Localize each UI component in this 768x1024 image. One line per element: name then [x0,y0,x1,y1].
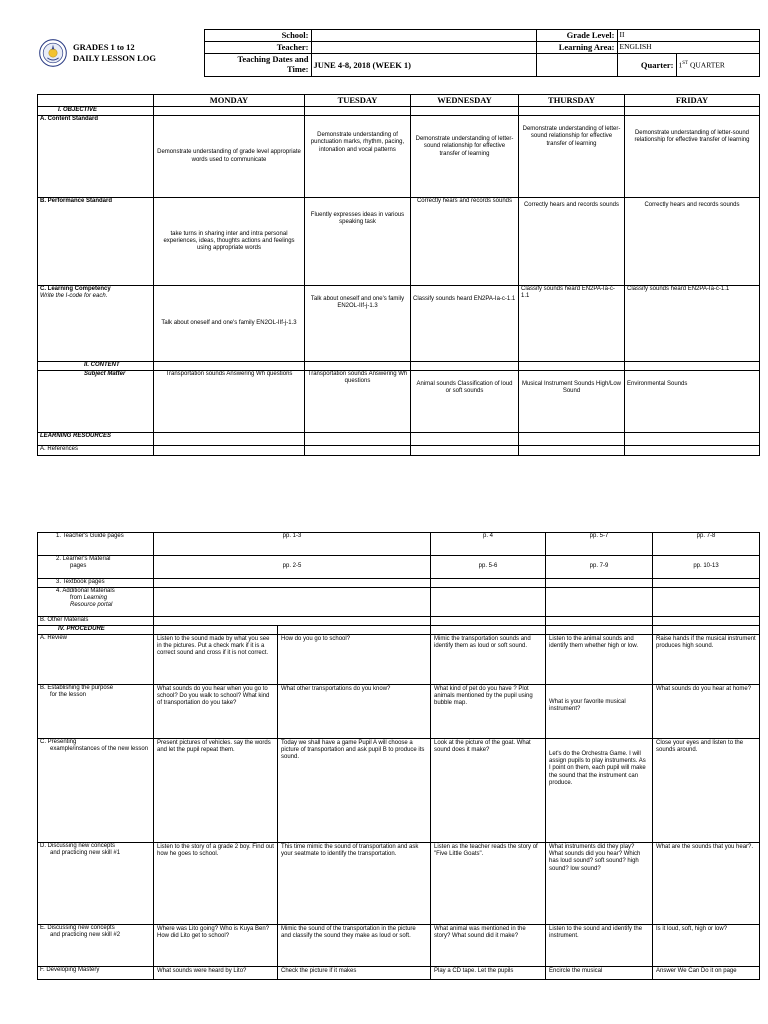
school-value [311,30,536,42]
learning-competency-monday: Talk about oneself and one's family EN2OL-IIf-j-1.3 [154,286,305,362]
teaching-dates-value: JUNE 4-8, 2018 (WEEK 1) [311,54,536,77]
quarter-num: 1 [678,60,683,70]
content-standard-monday: Demonstrate understanding of grade level appropriate words used to communicate [154,116,305,198]
teaching-dates-label [204,54,311,77]
learners-material-label-line2: pages [70,563,87,570]
learners-material-thursday: pp. 10-13 [653,555,760,578]
review-label [38,634,154,684]
developing-mastery-tuesday: Check the picture if it makes [278,966,431,979]
discussing-skill1-line2: and practicing new skill #1 [50,850,121,857]
learning-resources-label: LEARNING RESOURCES [38,433,154,446]
teaching-dates-label-line1: Teaching Dates and [237,54,309,64]
teachers-guide-monday: pp. 1-3 [154,533,431,556]
content-wednesday: Animal sounds Classification of loud or soft sounds [411,371,519,433]
school-label: School: [204,30,311,42]
teachers-guide-tuesday: p. 4 [431,533,546,556]
establishing-purpose-wednesday: What kind of pet do you have ? Plot animals mentioned by the pupil using bubble map. [431,684,546,738]
quarter-value [676,54,759,77]
discussing-skill2-line1: E. Discussing new concepts [40,924,115,931]
content-thursday: Musical Instrument Sounds High/Low Sound [519,371,625,433]
review-friday: Raise hands if the musical instrument produces high sound. [653,634,760,684]
learning-competency-tuesday: Talk about oneself and one's family EN2OL-IIf-j-1.3 [305,286,411,362]
objective-table [37,94,760,456]
review-monday: Listen to the sound made by what you see in the pictures. Put a check mark if it is a correct sound and cross if it is not correct. [154,634,278,684]
learners-material-monday: pp. 2-5 [154,555,431,578]
other-materials-label: B. Other Materials [38,616,154,625]
performance-standard-tuesday: Fluently expresses ideas in various speaking task [305,198,411,286]
discussing-skill2-tuesday: Mimic the sound of the transportation in the picture and classify the sound they make as loud or soft. [278,924,431,966]
doc-title-line2: DAILY LESSON LOG [73,53,156,63]
learners-material-label-line1: 2. Learner's Material [56,555,111,562]
header-table [37,29,760,77]
additional-materials-from: from [70,595,82,602]
teachers-guide-wednesday: pp. 5-7 [546,533,653,556]
learning-competency-label [38,286,154,362]
discussing-skill1-friday: What are the sounds that you hear?. [653,842,760,924]
learning-competency-wednesday: Classify sounds heard EN2PA-Ia-c-1.1 [411,286,519,362]
performance-standard-monday: take turns in sharing inter and intra personal experiences, ideas, thoughts actions and feelings using appropriate words [154,198,305,286]
presenting-examples-tuesday: Today we shall have a game Pupil A will choose a picture of transportation and ask pupil B to produce its sound. [278,738,431,842]
teachers-guide-thursday: pp. 7-8 [653,533,760,556]
establishing-purpose-monday: What sounds do you hear when you go to school? Do you walk to school? What kind of transportation do you take? [154,684,278,738]
learners-material-tuesday: pp. 5-6 [431,555,546,578]
teachers-guide-label: 1. Teacher's Guide pages [38,533,154,556]
learners-material-wednesday: pp. 7-9 [546,555,653,578]
learning-competency-title: C. Learning Competency [40,286,111,292]
developing-mastery-monday: What sounds were heard by Lito? [154,966,278,979]
presenting-examples-friday: Close your eyes and listen to the sounds around. [653,738,760,842]
review-tuesday: How do you go to school? [278,634,431,684]
performance-standard-wednesday: Correctly hears and records sounds [411,198,519,286]
day-header-friday: FRIDAY [625,95,760,107]
performance-standard-friday: Correctly hears and records sounds [625,198,760,286]
additional-materials-line1: 4. Additional Materials [56,587,115,594]
day-header-monday: MONDAY [154,95,305,107]
doc-title-line1: GRADES 1 to 12 [73,42,135,52]
textbook-pages-label: 3. Textbook pages [38,578,154,587]
developing-mastery-label [38,966,154,979]
presenting-examples-monday: Present pictures of vehicles. say the words and let the pupil repeat them. [154,738,278,842]
day-header-tuesday: TUESDAY [305,95,411,107]
establishing-purpose-thursday: What is your favorite musical instrument? [546,684,653,738]
discussing-skill2-thursday: Listen to the sound and identify the instrument. [546,924,653,966]
discussing-skill1-line1: D. Discussing new concepts [40,842,116,849]
learning-competency-note: Write the I-code for each. [40,293,108,300]
performance-standard-label: B. Performance Standard [38,198,154,286]
content-standard-thursday: Demonstrate understanding of letter-sound relationship for effective transfer of learning [519,116,625,198]
content-friday: Environmental Sounds [625,371,760,433]
presenting-examples-thursday: Let's do the Orchestra Game. I will assign pupils to play instruments. As I point on them, each pupil will make the sound that the instrument can produce. [546,738,653,842]
review-wednesday: Mimic the transportation sounds and identify them as loud or soft sound. [431,634,546,684]
objective-section-label: I. OBJECTIVE [38,107,154,116]
presenting-examples-line2: example/instances of the new lesson [50,746,149,753]
discussing-skill2-monday: Where was Lito going? Who is Kuya Ben? How did Lito get to school? [154,924,278,966]
learning-area-label: Learning Area: [536,42,617,54]
deped-seal-icon [39,39,67,67]
content-standard-wednesday: Demonstrate understanding of letter-sound relationship for effective transfer of learning [411,116,519,198]
presenting-examples-wednesday: Look at the picture of the goat. What sound does it make? [431,738,546,842]
discussing-skill2-friday: Is it loud, soft, high or low? [653,924,760,966]
discussing-skill1-thursday: What instruments did they play? What sounds did you hear? Which has loud sound? soft sound? high sound? low sound? [546,842,653,924]
discussing-skill2-wednesday: What animal was mentioned in the story? What sound did it make? [431,924,546,966]
corner-cell [38,95,154,107]
procedure-section-label: IV. PROCEDURE [38,625,154,634]
subject-matter-label: Subject Matter [38,371,154,433]
quarter-sup: ST [682,61,689,67]
content-standard-friday: Demonstrate understanding of letter-sound relationship for effective transfer of learning [625,116,760,198]
content-section-label: II. CONTENT [38,362,154,371]
establishing-purpose-line1: B. Establishing the purpose [40,684,114,691]
discussing-skill2-line2: and practicing new skill #2 [50,932,121,939]
developing-mastery-wednesday: Play a CD tape. Let the pupils [431,966,546,979]
learners-material-label [38,555,154,578]
presenting-examples-label [38,738,154,842]
day-header-wednesday: WEDNESDAY [411,95,519,107]
references-label: A. References [38,446,154,456]
learning-area-value: ENGLISH [617,42,759,54]
developing-mastery-thursday: Encircle the musical [546,966,653,979]
establishing-purpose-line2: for the lesson [50,692,87,699]
discussing-skill1-monday: Listen to the story of a grade 2 boy. Find out how he goes to school. [154,842,278,924]
presenting-examples-line1: C. Presenting [40,738,77,745]
discussing-skill1-tuesday: This time mimic the sound of transportation and ask your seatmate to identify the transportation. [278,842,431,924]
additional-materials-line2 [56,595,151,602]
content-tuesday: Transportation sounds Answering Wh questions [305,371,411,433]
resources-procedure-table [37,532,760,980]
discussing-skill1-label [38,842,154,924]
header-blank-cell [536,54,617,77]
discussing-skill1-wednesday: Listen as the teacher reads the story of "Five Little Goats". [431,842,546,924]
establishing-purpose-label [38,684,154,738]
quarter-label: Quarter: [617,54,676,77]
additional-materials-line3: Resource portal [70,602,113,609]
teacher-label: Teacher: [204,42,311,54]
content-standard-label: A. Content Standard [38,116,154,198]
additional-materials-learning: Learning [83,595,108,602]
additional-materials-label [38,587,154,616]
learning-competency-thursday: Classify sounds heard EN2PA-Ia-c-1.1 [519,286,625,362]
grade-level-value: II [617,30,759,42]
day-header-thursday: THURSDAY [519,95,625,107]
review-thursday: Listen to the animal sounds and identify them whether high or low. [546,634,653,684]
content-standard-tuesday: Demonstrate understanding of punctuation marks, rhythm, pacing, intonation and vocal patterns [305,116,411,198]
content-monday: Transportation sounds Answering Wh questions [154,371,305,433]
developing-mastery-friday: Answer We Can Do it on page [653,966,760,979]
review-label-line1: A. Review [40,634,68,641]
teacher-value [311,42,536,54]
establishing-purpose-friday: What sounds do you hear at home? [653,684,760,738]
developing-mastery-line1: F. Developing Mastery [40,966,100,973]
teaching-dates-label-line2: Time: [286,64,309,74]
header-logo-cell [37,30,204,77]
learning-competency-friday: Classify sounds heard EN2PA-Ia-c-1.1 [625,286,760,362]
establishing-purpose-tuesday: What other transportations do you know? [278,684,431,738]
grade-level-label: Grade Level: [536,30,617,42]
quarter-word: QUARTER [689,60,725,70]
discussing-skill2-label [38,924,154,966]
performance-standard-thursday: Correctly hears and records sounds [519,198,625,286]
